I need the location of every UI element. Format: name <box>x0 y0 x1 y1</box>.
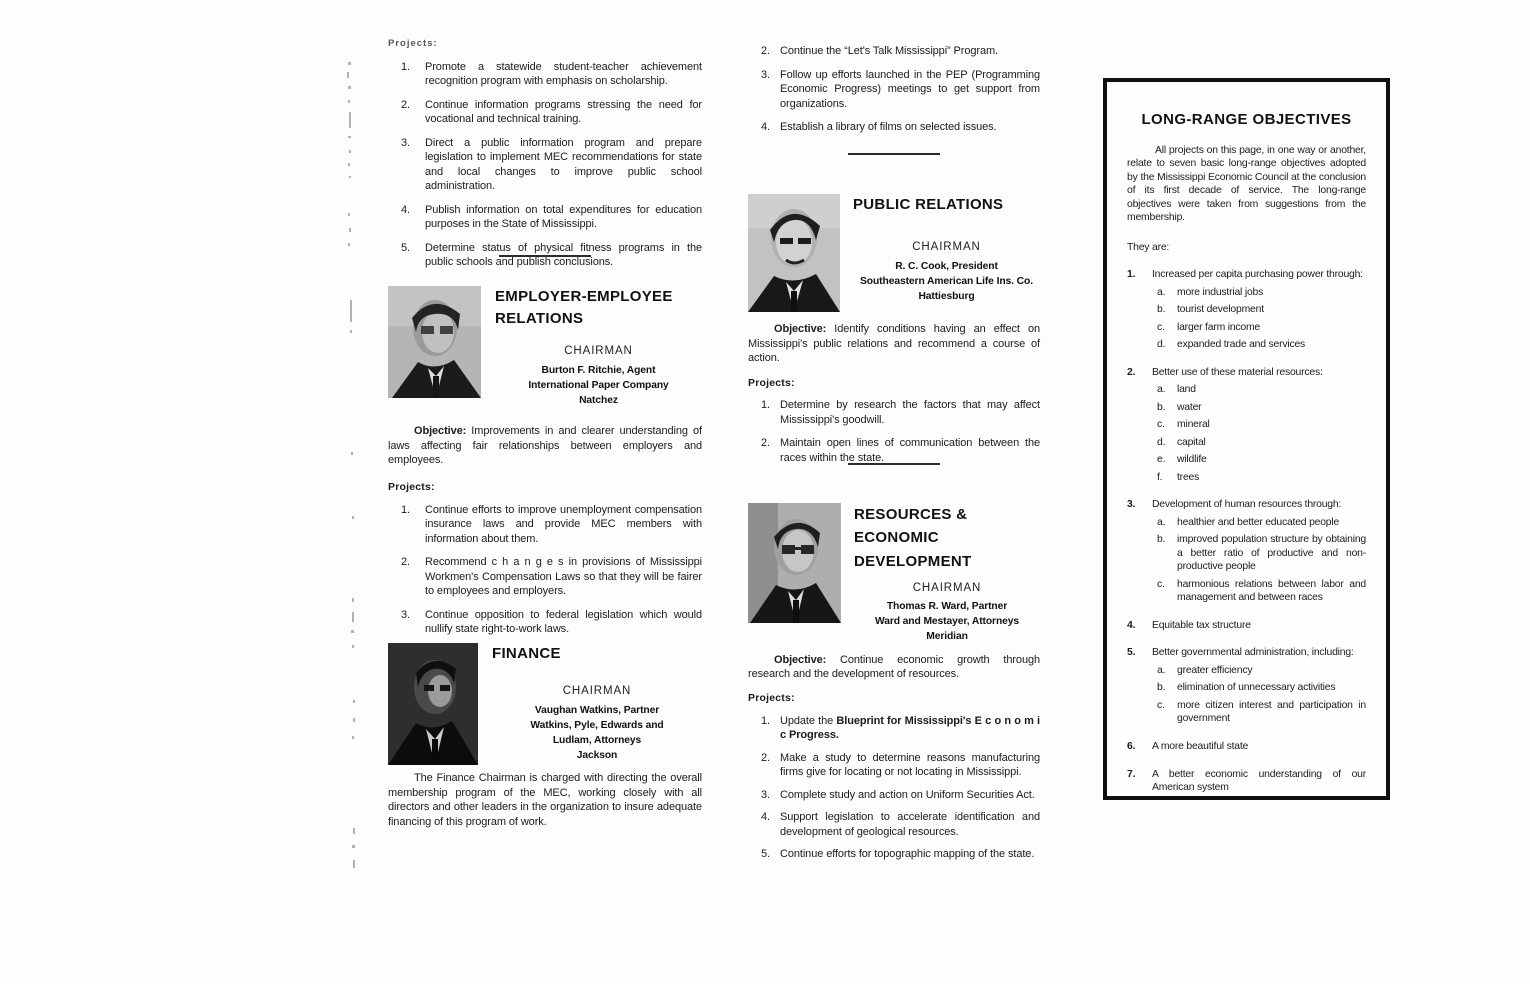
item-text-bold: Blueprint for Mississippi's E c o n o m i c Progress. <box>780 714 1041 742</box>
finance-section <box>388 643 702 829</box>
subitem-letter: b. <box>1157 534 1166 546</box>
objective-subitem <box>1127 401 1366 415</box>
subitem-letter: a. <box>1157 384 1166 396</box>
item-number: 4. <box>761 811 770 824</box>
employer-employee-section <box>388 286 702 637</box>
list-item <box>388 60 702 89</box>
chairman-org2: Ludlam, Attorneys <box>552 734 642 746</box>
box-intro: All projects on this page, in one way or another, relate to seven basic long-range objectives adopted by the Mississippi Economic Council at the conclusion of its first decade of service. The long-range objectives were taken from suggestions from the membership. <box>1127 144 1366 224</box>
subitem-text: water <box>1177 401 1202 413</box>
objective-text: Increased per capita purchasing power through: <box>1152 269 1363 281</box>
scan-artifact-mark <box>351 452 353 455</box>
list-item <box>748 436 1040 465</box>
item-number: 2. <box>761 45 770 57</box>
item-text: Direct a public information program and prepare legislation to implement MEC recommendations for state and local changes to improve public school administration. <box>425 136 702 193</box>
objective-subitem <box>1127 533 1366 574</box>
chairman-org: International Paper Company <box>528 379 669 391</box>
list-item <box>748 714 1040 743</box>
scan-artifact-mark <box>350 330 352 333</box>
projects-label: Projects: <box>748 376 795 389</box>
list-item <box>748 120 1040 135</box>
subitem-text: land <box>1177 384 1196 396</box>
item-text: Recommend c h a n g e s in provisions of Mississippi Workmen's Compensation Laws so that they will be fairer to employees and employers. <box>425 556 702 598</box>
scan-artifact-mark <box>349 228 351 232</box>
subitem-text: tourist development <box>1177 304 1264 316</box>
chairman-city: Meridian <box>926 630 968 642</box>
scan-artifact-mark <box>348 243 350 246</box>
objective-label: Objective: <box>774 653 827 666</box>
item-text: Continue opposition to federal legislation which would nullify state right-to-work laws. <box>425 608 702 636</box>
item-text: Determine status of physical fitness programs in the public schools and publish conclusions. <box>425 241 702 269</box>
middle-column-top-projects <box>748 44 1040 135</box>
projects-label: Projects: <box>748 691 795 704</box>
subitem-text: capital <box>1177 436 1206 448</box>
item-number: 3. <box>761 68 770 81</box>
item-number: 2. <box>401 556 410 569</box>
item-text: Promote a statewide student-teacher achievement recognition program with emphasis on scholarship. <box>425 60 702 88</box>
chairman-label: CHAIRMAN <box>912 581 982 594</box>
chairman-org: Watkins, Pyle, Edwards and <box>530 719 664 731</box>
scan-artifact-mark <box>352 645 354 648</box>
objective-number: 1. <box>1127 269 1136 281</box>
subitem-letter: b. <box>1157 401 1166 413</box>
subitem-text: wildlife <box>1177 454 1207 466</box>
chairman-label: CHAIRMAN <box>562 684 632 697</box>
list-item <box>748 847 1040 862</box>
left-column-top-projects <box>388 38 702 270</box>
objective-label: Objective: <box>414 425 467 438</box>
objective-subitem <box>1127 321 1366 335</box>
objective-subitem <box>1127 664 1366 678</box>
objective-number: 7. <box>1127 768 1136 780</box>
section-title: FINANCE <box>492 645 561 662</box>
scan-artifact-mark <box>352 612 354 622</box>
scan-artifact-mark <box>348 86 351 89</box>
objective-text: Equitable tax structure <box>1152 619 1251 631</box>
objective-text: A more beautiful state <box>1152 741 1249 752</box>
chairman-city: Hattiesburg <box>918 290 975 302</box>
chairman-city: Natchez <box>579 394 618 406</box>
list-item <box>388 98 702 127</box>
objective-text: Development of human resources through: <box>1152 499 1342 511</box>
scan-artifact-mark <box>349 112 351 128</box>
scan-artifact-mark <box>348 213 350 216</box>
subitem-text: healthier and better educated people <box>1177 516 1340 528</box>
objective-subitem <box>1127 516 1366 530</box>
scan-artifact-mark <box>349 150 351 153</box>
subitem-letter: f. <box>1157 471 1163 483</box>
item-number: 4. <box>761 121 770 134</box>
scan-artifact-mark <box>352 845 355 848</box>
section-divider <box>388 255 702 257</box>
chairman-portrait-photo <box>748 503 841 623</box>
item-text: Establish a library of films on selected issues. <box>780 121 997 134</box>
objective-subitem <box>1127 699 1366 726</box>
objective-paragraph <box>748 653 1040 682</box>
objective-number: 2. <box>1127 366 1136 378</box>
item-text: Update the <box>780 714 837 727</box>
item-text: Publish information on total expenditures for education purposes in the State of Mississippi. <box>425 203 702 231</box>
list-item <box>388 203 702 232</box>
section-title: EMPLOYER-EMPLOYEE RELATIONS <box>495 288 673 327</box>
scan-artifact-mark <box>348 136 351 138</box>
item-text: Support legislation to accelerate identification and development of geological resources. <box>780 811 1040 838</box>
scan-artifact-mark <box>353 718 355 722</box>
section-title: RESOURCES & ECONOMIC DEVELOPMENT <box>854 506 972 570</box>
list-item <box>748 751 1040 780</box>
objective-number: 5. <box>1127 647 1136 659</box>
scan-artifact-mark <box>348 62 351 65</box>
chairman-org: Southeastern American Life Ins. Co. <box>860 275 1033 287</box>
subitem-text: trees <box>1177 471 1200 483</box>
subitem-letter: c. <box>1157 578 1165 590</box>
subitem-text: greater efficiency <box>1177 664 1253 676</box>
objective-item <box>1127 768 1366 795</box>
item-text: Continue efforts to improve unemployment compensation insurance laws and provide MEC members with information about them. <box>425 503 702 545</box>
chairman-label: CHAIRMAN <box>912 240 981 253</box>
item-number: 4. <box>401 203 410 216</box>
chairman-name: Burton F. Ritchie, Agent <box>541 364 656 376</box>
subitem-text: more citizen interest and participation in government <box>1177 699 1366 725</box>
list-item <box>748 44 1040 59</box>
chairman-name: R. C. Cook, President <box>895 260 998 272</box>
item-number: 1. <box>401 503 410 516</box>
item-number: 1. <box>761 714 770 727</box>
item-text: Make a study to determine reasons manufacturing firms give for locating or not locating in Mississippi. <box>780 751 1040 779</box>
projects-label: Projects: <box>388 38 438 49</box>
subitem-letter: c. <box>1157 419 1165 431</box>
public-relations-section <box>748 194 1040 465</box>
scan-artifact-mark <box>352 736 354 739</box>
chairman-city: Jackson <box>576 749 618 761</box>
item-number: 5. <box>401 241 410 254</box>
objective-subitem <box>1127 578 1366 605</box>
list-item <box>388 608 702 637</box>
list-item <box>748 398 1040 427</box>
chairman-portrait-photo <box>388 286 481 398</box>
scan-artifact-mark <box>353 700 355 703</box>
subitem-letter: d. <box>1157 436 1166 448</box>
item-number: 5. <box>761 848 770 861</box>
list-item <box>748 68 1040 112</box>
objective-text: Improvements in and clearer understanding of laws affecting fair relationships between employers and employees. <box>388 425 702 467</box>
subitem-letter: e. <box>1157 454 1166 466</box>
resources-section <box>748 503 1040 862</box>
subitem-letter: c. <box>1157 321 1165 333</box>
item-number: 1. <box>761 399 770 412</box>
scan-artifact-mark <box>347 72 349 78</box>
list-item <box>388 555 702 599</box>
section-divider <box>748 463 1040 465</box>
subitem-letter: b. <box>1157 682 1166 694</box>
subitem-text: mineral <box>1177 419 1210 431</box>
item-number: 2. <box>761 437 770 450</box>
objective-subitem <box>1127 286 1366 300</box>
objective-subitem <box>1127 338 1366 352</box>
chairman-org: Ward and Mestayer, Attorneys <box>874 615 1020 627</box>
objective-subitem <box>1127 418 1366 432</box>
objective-subitem <box>1127 383 1366 397</box>
objective-subitem <box>1127 436 1366 450</box>
subitem-text: expanded trade and services <box>1177 339 1306 351</box>
chairman-name: Vaughan Watkins, Partner <box>534 704 660 716</box>
item-number: 3. <box>761 788 770 801</box>
item-number: 1. <box>401 60 410 73</box>
list-item <box>748 788 1040 803</box>
long-range-objectives-box <box>1103 78 1390 800</box>
scan-artifact-mark <box>349 176 351 178</box>
objective-text: A better economic understanding of our American system <box>1152 768 1366 794</box>
objective-paragraph <box>748 322 1040 366</box>
finance-paragraph: The Finance Chairman is charged with directing the overall membership program of the MEC, working closely with all directors and other leaders in the organization to insure adequate financing of this program of work. <box>388 772 702 828</box>
scan-artifact-mark <box>352 598 354 602</box>
chairman-portrait-photo <box>388 643 478 765</box>
objective-subitem <box>1127 453 1366 467</box>
item-text: Follow up efforts launched in the PEP (Programming Economic Progress) meetings to get support from organizations. <box>780 68 1040 110</box>
subitem-letter: d. <box>1157 339 1166 351</box>
objective-text: Continue economic growth through research and the development of resources. <box>748 653 1040 681</box>
list-item <box>748 810 1040 839</box>
item-number: 3. <box>401 136 410 149</box>
objective-label: Objective: <box>774 323 827 335</box>
objective-subitem <box>1127 681 1366 695</box>
objective-number: 6. <box>1127 741 1136 752</box>
item-number: 2. <box>401 98 410 111</box>
item-text: Maintain open lines of communication between the races within the state. <box>780 437 1040 464</box>
they-are-label: They are: <box>1127 241 1170 253</box>
subitem-letter: c. <box>1157 699 1165 711</box>
objective-item <box>1127 366 1366 380</box>
list-item <box>388 503 702 547</box>
objective-paragraph <box>388 424 702 468</box>
subitem-text: more industrial jobs <box>1177 286 1264 298</box>
chairman-portrait-photo <box>748 194 840 312</box>
objective-item <box>1127 268 1366 282</box>
item-text: Complete study and action on Uniform Securities Act. <box>780 788 1035 801</box>
scan-artifact-mark <box>350 300 352 322</box>
scan-artifact-mark <box>351 630 354 633</box>
subitem-letter: a. <box>1157 516 1166 528</box>
objective-item <box>1127 619 1366 633</box>
objective-number: 4. <box>1127 619 1136 631</box>
objective-number: 3. <box>1127 499 1136 511</box>
scan-artifact-mark <box>348 163 350 166</box>
subitem-text: larger farm income <box>1177 321 1261 333</box>
objective-item <box>1127 646 1366 660</box>
scan-artifact-mark <box>352 516 354 519</box>
scan-artifact-mark <box>353 860 355 868</box>
objective-text: Better governmental administration, including: <box>1152 647 1354 659</box>
objective-item <box>1127 740 1366 754</box>
box-title: LONG-RANGE OBJECTIVES <box>1141 111 1352 128</box>
item-text: Determine by research the factors that may affect Mississippi's goodwill. <box>780 399 1040 426</box>
subitem-text: harmonious relations between labor and management and between races <box>1177 578 1366 604</box>
item-text: Continue efforts for topographic mapping of the state. <box>780 848 1035 861</box>
subitem-letter: a. <box>1157 664 1166 676</box>
item-text: Continue the “Let's Talk Mississippi” Program. <box>780 45 998 57</box>
objective-subitem <box>1127 471 1366 485</box>
objective-text: Identify conditions having an effect on Mississippi's public relations and recommend a course of action. <box>748 323 1040 365</box>
projects-label: Projects: <box>388 480 435 493</box>
item-number: 3. <box>401 608 410 621</box>
objective-item <box>1127 498 1366 512</box>
list-item <box>388 136 702 194</box>
item-number: 2. <box>761 751 770 764</box>
subitem-text: elimination of unnecessary activities <box>1177 682 1336 694</box>
section-title: PUBLIC RELATIONS <box>853 196 1004 213</box>
objective-text: Better use of these material resources: <box>1152 366 1323 378</box>
objective-subitem <box>1127 303 1366 317</box>
chairman-label: CHAIRMAN <box>564 344 633 357</box>
scan-artifact-mark <box>348 100 350 103</box>
item-text: Continue information programs stressing the need for vocational and technical training. <box>425 98 702 126</box>
chairman-name: Thomas R. Ward, Partner <box>886 600 1008 612</box>
scan-artifact-mark <box>353 828 355 834</box>
section-divider <box>748 153 1040 155</box>
subitem-text: improved population structure by obtaining a better ratio of productive and non-productive people <box>1177 534 1366 573</box>
subitem-letter: b. <box>1157 304 1166 316</box>
subitem-letter: a. <box>1157 286 1166 298</box>
